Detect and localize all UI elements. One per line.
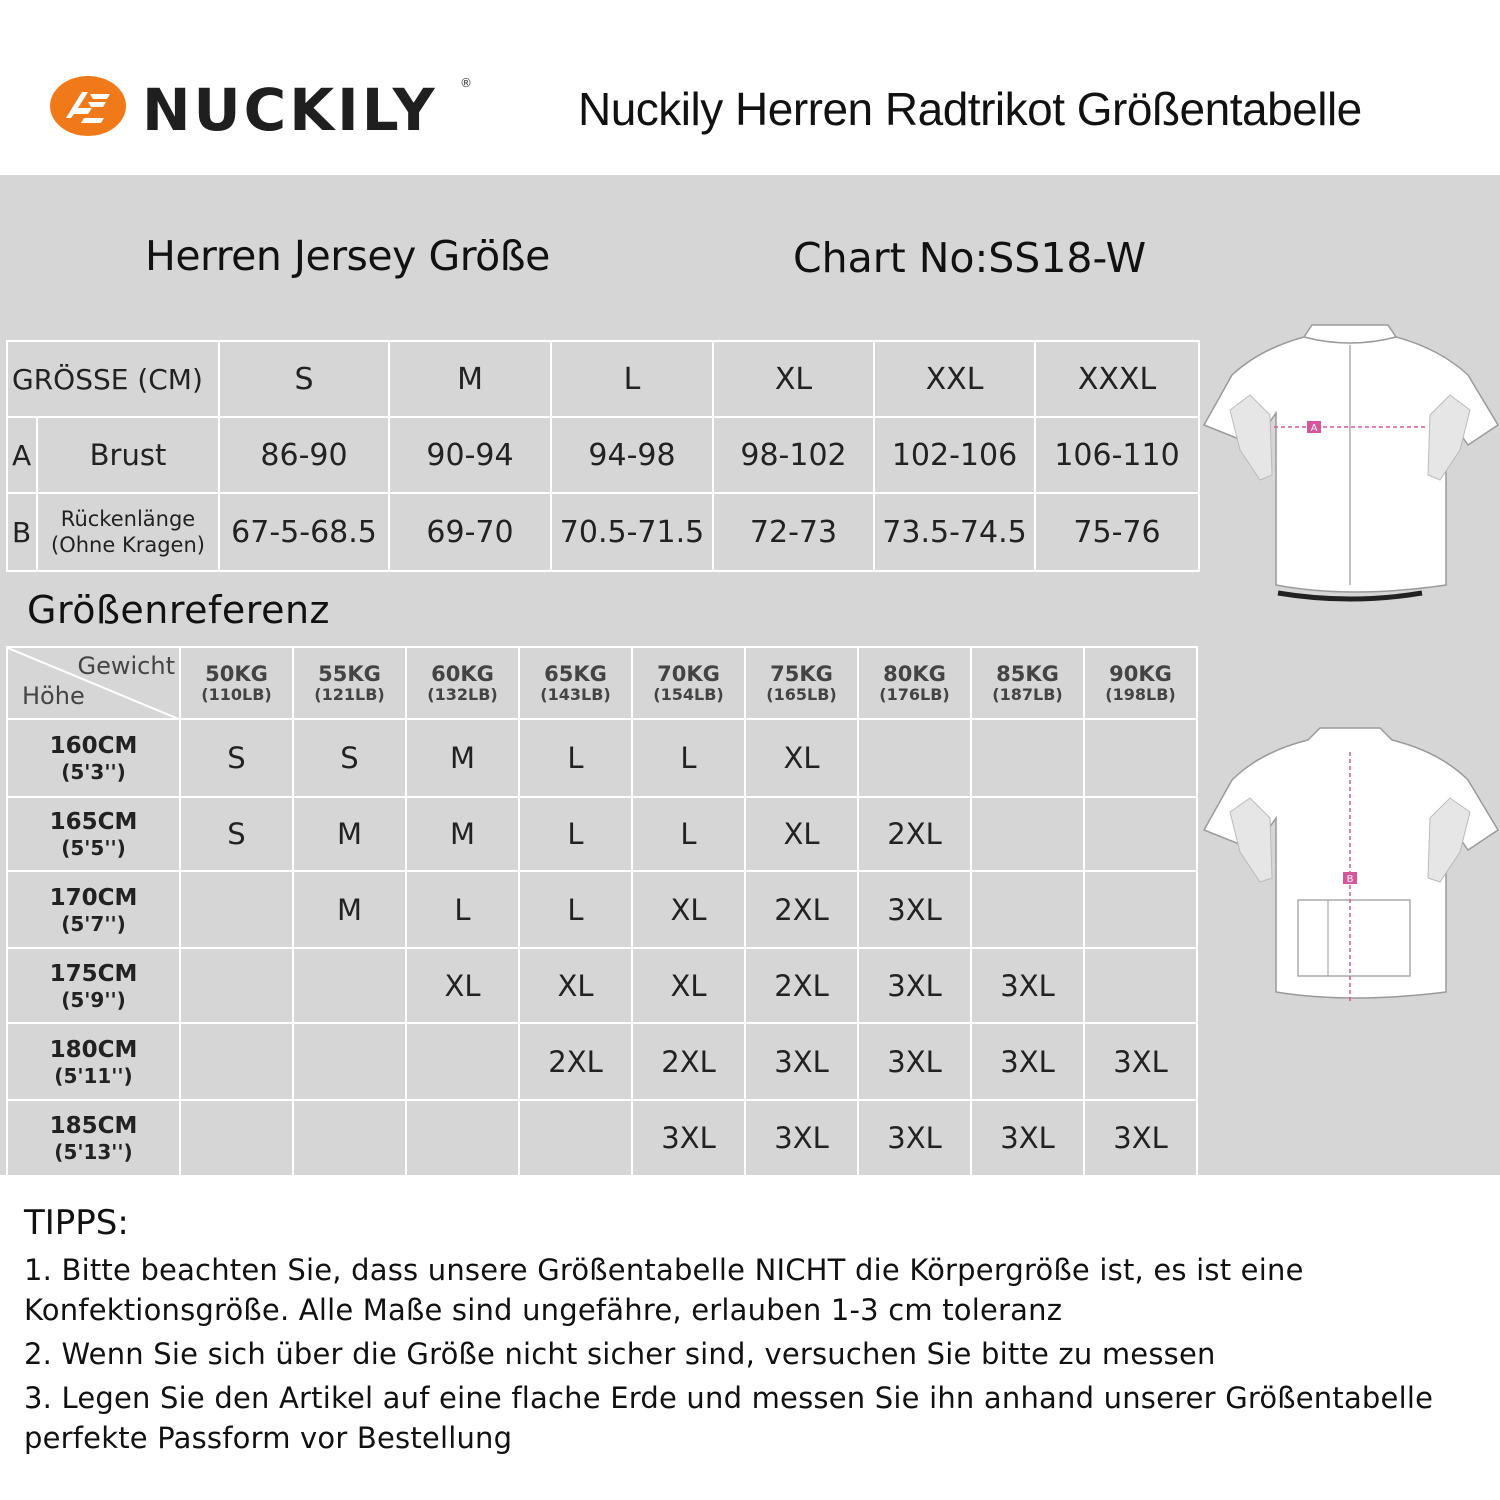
registered-mark: ® bbox=[460, 76, 472, 90]
section-title: Herren Jersey Größe bbox=[145, 232, 550, 280]
measurement-value: 73.5-74.5 bbox=[874, 493, 1035, 571]
weight-lb: (187LB) bbox=[992, 685, 1063, 704]
reference-row bbox=[7, 797, 1197, 871]
size-recommendation: XL bbox=[519, 948, 632, 1023]
height-ft: (5'13'') bbox=[54, 1140, 133, 1164]
height-header bbox=[7, 948, 180, 1023]
height-cm: 160CM bbox=[49, 733, 138, 759]
height-ft: (5'11'') bbox=[54, 1063, 133, 1088]
weight-lb: (121LB) bbox=[314, 685, 385, 704]
tip-line: 2. Wenn Sie sich über die Größe nicht sicher sind, versuchen Sie bitte zu messen bbox=[24, 1337, 1216, 1371]
size-col-header: XXXL bbox=[1035, 341, 1199, 417]
size-recommendation bbox=[293, 1023, 406, 1100]
weight-header-row bbox=[7, 647, 1197, 719]
measurement-value: 70.5-71.5 bbox=[551, 493, 713, 571]
weight-header bbox=[519, 647, 632, 719]
size-recommendation bbox=[1084, 948, 1197, 1023]
size-recommendation bbox=[1084, 797, 1197, 871]
size-recommendation: 3XL bbox=[632, 1100, 745, 1176]
weight-kg: 50KG bbox=[205, 662, 268, 686]
measurement-value: 67-5-68.5 bbox=[219, 493, 389, 571]
size-col-header: M bbox=[389, 341, 551, 417]
back-marker: B bbox=[1346, 874, 1354, 885]
size-recommendation: 3XL bbox=[971, 1023, 1084, 1100]
size-recommendation bbox=[180, 1023, 293, 1100]
weight-lb: (110LB) bbox=[201, 685, 272, 704]
height-ft: (5'5'') bbox=[61, 836, 126, 860]
height-header bbox=[7, 1023, 180, 1100]
size-recommendation: 3XL bbox=[858, 948, 971, 1023]
size-col-header: L bbox=[551, 341, 713, 417]
size-recommendation bbox=[519, 1100, 632, 1176]
size-recommendation: 3XL bbox=[971, 948, 1084, 1023]
nuckily-logo-icon bbox=[48, 74, 128, 138]
height-cm: 175CM bbox=[49, 960, 138, 987]
size-recommendation: L bbox=[519, 871, 632, 948]
weight-kg: 90KG bbox=[1109, 662, 1172, 686]
size-recommendation: L bbox=[519, 797, 632, 871]
size-recommendation: S bbox=[180, 797, 293, 871]
tip-line: 1. Bitte beachten Sie, dass unsere Größentabelle NICHT die Körpergröße ist, es ist eine bbox=[24, 1253, 1304, 1287]
size-recommendation: 2XL bbox=[745, 948, 858, 1023]
measurement-name: Brust bbox=[37, 417, 219, 493]
jersey-back-icon bbox=[1200, 722, 1500, 1012]
measurement-value: 72-73 bbox=[713, 493, 874, 571]
size-recommendation bbox=[406, 1023, 519, 1100]
tip-line: Konfektionsgröße. Alle Maße sind ungefähre, erlauben 1-3 cm toleranz bbox=[24, 1293, 1063, 1327]
brand-logo bbox=[48, 70, 478, 150]
size-recommendation: 3XL bbox=[745, 1100, 858, 1176]
size-recommendation: L bbox=[632, 719, 745, 797]
reference-title: Größenreferenz bbox=[27, 588, 331, 632]
height-header bbox=[7, 719, 180, 797]
weight-header bbox=[632, 647, 745, 719]
measurement-value: 94-98 bbox=[551, 417, 713, 493]
height-cm: 185CM bbox=[49, 1113, 138, 1139]
measurement-name-line2: (Ohne Kragen) bbox=[51, 533, 205, 557]
height-cm: 165CM bbox=[49, 809, 138, 835]
weight-header bbox=[180, 647, 293, 719]
height-header bbox=[7, 871, 180, 948]
size-recommendation: 2XL bbox=[632, 1023, 745, 1100]
size-recommendation: M bbox=[406, 797, 519, 871]
size-header-label: GRÖSSE (CM) bbox=[7, 341, 219, 417]
size-recommendation bbox=[1084, 719, 1197, 797]
size-recommendation: 2XL bbox=[519, 1023, 632, 1100]
weight-lb: (132LB) bbox=[427, 685, 498, 704]
size-recommendation bbox=[180, 1100, 293, 1176]
height-header bbox=[7, 797, 180, 871]
reference-row bbox=[7, 871, 1197, 948]
size-recommendation: L bbox=[406, 871, 519, 948]
weight-lb: (165LB) bbox=[766, 685, 837, 704]
brand-name: NUCKILY bbox=[142, 76, 438, 144]
size-recommendation bbox=[971, 719, 1084, 797]
size-recommendation: M bbox=[293, 871, 406, 948]
size-recommendation: M bbox=[406, 719, 519, 797]
size-table bbox=[6, 340, 1200, 572]
weight-lb: (176LB) bbox=[879, 685, 950, 704]
weight-header bbox=[293, 647, 406, 719]
header bbox=[0, 0, 1500, 175]
size-recommendation: 3XL bbox=[858, 1023, 971, 1100]
weight-kg: 70KG bbox=[657, 662, 720, 686]
corner-cell bbox=[7, 647, 180, 719]
jersey-front-icon bbox=[1200, 315, 1500, 605]
reference-body bbox=[7, 719, 1197, 1176]
measurement-name-line1: Rückenlänge bbox=[60, 507, 196, 531]
measurement-value: 102-106 bbox=[874, 417, 1035, 493]
measurement-value: 90-94 bbox=[389, 417, 551, 493]
size-recommendation: XL bbox=[406, 948, 519, 1023]
size-recommendation: 3XL bbox=[971, 1100, 1084, 1176]
height-ft: (5'3'') bbox=[61, 760, 126, 784]
chest-row bbox=[7, 417, 1199, 493]
measurement-value: 86-90 bbox=[219, 417, 389, 493]
size-recommendation: M bbox=[293, 797, 406, 871]
weight-axis-label: Gewicht bbox=[77, 652, 175, 680]
size-recommendation: XL bbox=[632, 871, 745, 948]
size-recommendation bbox=[1084, 871, 1197, 948]
row-letter: B bbox=[7, 493, 37, 571]
weight-kg: 60KG bbox=[431, 662, 494, 686]
size-col-header: XL bbox=[713, 341, 874, 417]
height-cm: 170CM bbox=[49, 884, 138, 911]
size-recommendation: 2XL bbox=[858, 797, 971, 871]
weight-kg: 80KG bbox=[883, 662, 946, 686]
weight-kg: 75KG bbox=[770, 662, 833, 686]
size-recommendation bbox=[180, 871, 293, 948]
tips-title: TIPPS: bbox=[24, 1203, 129, 1243]
size-recommendation bbox=[971, 797, 1084, 871]
weight-lb: (198LB) bbox=[1105, 685, 1176, 704]
size-recommendation: 3XL bbox=[745, 1023, 858, 1100]
size-recommendation bbox=[858, 719, 971, 797]
row-letter: A bbox=[7, 417, 37, 493]
size-recommendation bbox=[971, 871, 1084, 948]
weight-lb: (143LB) bbox=[540, 685, 611, 704]
size-col-header: S bbox=[219, 341, 389, 417]
size-recommendation: 3XL bbox=[1084, 1100, 1197, 1176]
size-recommendation: 3XL bbox=[1084, 1023, 1197, 1100]
weight-header bbox=[406, 647, 519, 719]
size-recommendation: L bbox=[519, 719, 632, 797]
size-header-row bbox=[7, 341, 1199, 417]
measurement-value: 69-70 bbox=[389, 493, 551, 571]
size-recommendation: 3XL bbox=[858, 871, 971, 948]
size-reference-table bbox=[6, 646, 1198, 1177]
size-recommendation bbox=[293, 1100, 406, 1176]
size-recommendation: XL bbox=[745, 797, 858, 871]
tip-line: 3. Legen Sie den Artikel auf eine flache Erde und messen Sie ihn anhand unserer Größentabelle bbox=[24, 1381, 1434, 1415]
front-marker: A bbox=[1310, 423, 1318, 434]
height-axis-label: Höhe bbox=[22, 682, 85, 710]
height-header bbox=[7, 1100, 180, 1176]
measurement-value: 98-102 bbox=[713, 417, 874, 493]
weight-header bbox=[745, 647, 858, 719]
reference-row bbox=[7, 719, 1197, 797]
size-col-header: XXL bbox=[874, 341, 1035, 417]
weight-kg: 55KG bbox=[318, 662, 381, 686]
size-recommendation bbox=[406, 1100, 519, 1176]
measurement-value: 75-76 bbox=[1035, 493, 1199, 571]
size-recommendation: S bbox=[180, 719, 293, 797]
weight-header bbox=[858, 647, 971, 719]
size-recommendation bbox=[180, 948, 293, 1023]
measurement-name bbox=[37, 493, 219, 571]
chart-number: Chart No:SS18-W bbox=[793, 234, 1147, 282]
reference-row bbox=[7, 1100, 1197, 1176]
size-recommendation: XL bbox=[745, 719, 858, 797]
size-recommendation: XL bbox=[632, 948, 745, 1023]
size-recommendation: L bbox=[632, 797, 745, 871]
tip-line: perfekte Passform vor Bestellung bbox=[24, 1421, 513, 1455]
weight-lb: (154LB) bbox=[653, 685, 724, 704]
weight-header bbox=[971, 647, 1084, 719]
weight-kg: 85KG bbox=[996, 662, 1059, 686]
size-recommendation: 2XL bbox=[745, 871, 858, 948]
measurement-value: 106-110 bbox=[1035, 417, 1199, 493]
size-recommendation: S bbox=[293, 719, 406, 797]
height-cm: 180CM bbox=[49, 1036, 138, 1063]
weight-kg: 65KG bbox=[544, 662, 607, 686]
page-title: Nuckily Herren Radtrikot Größentabelle bbox=[578, 83, 1362, 135]
height-ft: (5'7'') bbox=[61, 911, 126, 936]
reference-row bbox=[7, 948, 1197, 1023]
reference-row bbox=[7, 1023, 1197, 1100]
size-recommendation: 3XL bbox=[858, 1100, 971, 1176]
size-recommendation bbox=[293, 948, 406, 1023]
height-ft: (5'9'') bbox=[61, 987, 126, 1012]
back-length-row bbox=[7, 493, 1199, 571]
weight-header bbox=[1084, 647, 1197, 719]
